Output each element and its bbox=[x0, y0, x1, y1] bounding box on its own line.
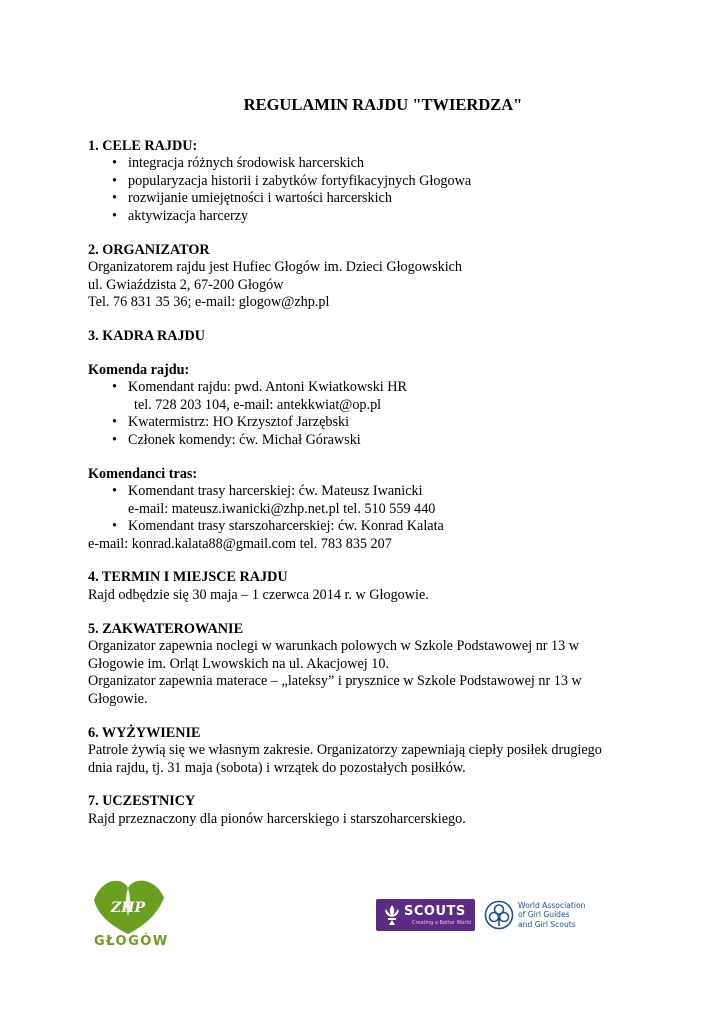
list-item: • integracja różnych środowisk harcerskich bbox=[88, 155, 648, 173]
document-title: REGULAMIN RAJDU "TWIERDZA" bbox=[243, 95, 523, 114]
komenda-list bbox=[88, 379, 648, 397]
paragraph-line: Patrole żywią się we własnym zakresie. Organizatorzy zapewniają ciepły posiłek drugiego bbox=[88, 742, 602, 759]
section-heading: 6. WYŻYWIENIE bbox=[88, 724, 201, 741]
section-termin bbox=[88, 569, 648, 604]
paragraph-line: Tel. 76 831 35 36; e-mail: glogow@zhp.pl bbox=[88, 294, 330, 311]
list-item bbox=[88, 379, 648, 397]
scouts-tagline: Creating a Better World bbox=[412, 920, 471, 926]
paragraph-line: Organizator zapewnia noclegi w warunkach polowych w Szkole Podstawowej nr 13 w bbox=[88, 638, 580, 655]
paragraph-line: Organizator zapewnia materace – „lateksy” i prysznice w Szkole Podstawowej nr 13 w bbox=[88, 673, 582, 690]
paragraph-line: Głogowie. bbox=[88, 691, 148, 708]
goals-list bbox=[88, 155, 648, 225]
paragraph-line: e-mail: konrad.kalata88@gmail.com tel. 783 835 207 bbox=[88, 535, 392, 552]
wagggs-line: World Association bbox=[518, 901, 586, 910]
list-item: • aktywizacja harcerzy bbox=[88, 208, 648, 226]
wagggs-line: and Girl Scouts bbox=[518, 919, 576, 929]
list-item: • rozwijanie umiejętności i wartości harcerskich bbox=[88, 190, 648, 208]
list-item: • Komendant trasy harcerskiej: ćw. Mateusz Iwanicki bbox=[88, 483, 648, 501]
trefoil-icon bbox=[484, 900, 514, 930]
section-heading: 4. TERMIN I MIEJSCE RAJDU bbox=[88, 569, 288, 586]
paragraph-line: dnia rajdu, tj. 31 maja (sobota) i wrzątek do pozostałych posiłków. bbox=[88, 759, 466, 776]
komenda-list-cont bbox=[88, 414, 648, 449]
list-item: • Kwatermistrz: HO Krzysztof Jarzębski bbox=[88, 414, 648, 432]
list-item: • Członek komendy: ćw. Michał Górawski bbox=[88, 432, 648, 450]
subsection-heading: Komenda rajdu: bbox=[88, 361, 190, 378]
section-heading: 2. ORGANIZATOR bbox=[88, 241, 210, 258]
section-heading: 3. KADRA RAJDU bbox=[88, 327, 206, 344]
wagggs-line: of Girl Guides bbox=[518, 910, 570, 920]
fleur-de-lis-icon bbox=[383, 904, 401, 926]
list-item-continuation: e-mail: mateusz.iwanicki@zhp.net.pl tel. 510 559 440 bbox=[128, 500, 436, 517]
paragraph-line: ul. Gwiaździsta 2, 67-200 Głogów bbox=[88, 276, 284, 293]
paragraph-line: Rajd przeznaczony dla pionów harcerskiego i starszoharcerskiego. bbox=[88, 811, 466, 827]
section-uczestnicy bbox=[88, 793, 648, 828]
scouts-logo bbox=[376, 899, 475, 931]
wagggs-name bbox=[518, 901, 585, 929]
section-heading: 7. UCZESTNICY bbox=[88, 793, 196, 810]
section-cele bbox=[88, 138, 648, 226]
wagggs-logo bbox=[484, 900, 594, 932]
section-organizator bbox=[88, 242, 648, 312]
list-item-text: Komendant rajdu: pwd. Antoni Kwiatkowski HR bbox=[128, 379, 407, 396]
list-item: • popularyzacja historii i zabytków fortyfikacyjnych Głogowa bbox=[88, 173, 648, 191]
subsection-heading: Komendanci tras: bbox=[88, 465, 198, 482]
list-item-continuation: tel. 728 203 104, e-mail: antekkwiat@op.pl bbox=[134, 396, 382, 413]
zhp-logo-text: ZHP bbox=[111, 900, 145, 916]
section-zakwaterowanie bbox=[88, 621, 648, 709]
section-kadra bbox=[88, 328, 648, 554]
paragraph-line: Głogowie im. Orląt Lwowskich na ul. Akacjowej 10. bbox=[88, 655, 390, 672]
zhp-city-label: GŁOGÓW bbox=[94, 934, 169, 949]
paragraph-line: Rajd odbędzie się 30 maja – 1 czerwca 2014 r. w Głogowie. bbox=[88, 587, 429, 604]
trasy-list-cont bbox=[88, 518, 648, 536]
list-item: • Komendant trasy starszoharcerskiej: ćw. Konrad Kalata bbox=[88, 518, 648, 536]
trasy-list bbox=[88, 483, 648, 501]
paragraph-line: Organizatorem rajdu jest Hufiec Głogów im. Dzieci Głogowskich bbox=[88, 259, 463, 276]
section-wyzywienie bbox=[88, 725, 648, 778]
section-heading: 5. ZAKWATEROWANIE bbox=[88, 620, 244, 637]
section-heading: 1. CELE RAJDU: bbox=[88, 137, 198, 154]
scouts-wordmark: SCOUTS bbox=[404, 904, 466, 919]
document-body bbox=[88, 96, 648, 845]
